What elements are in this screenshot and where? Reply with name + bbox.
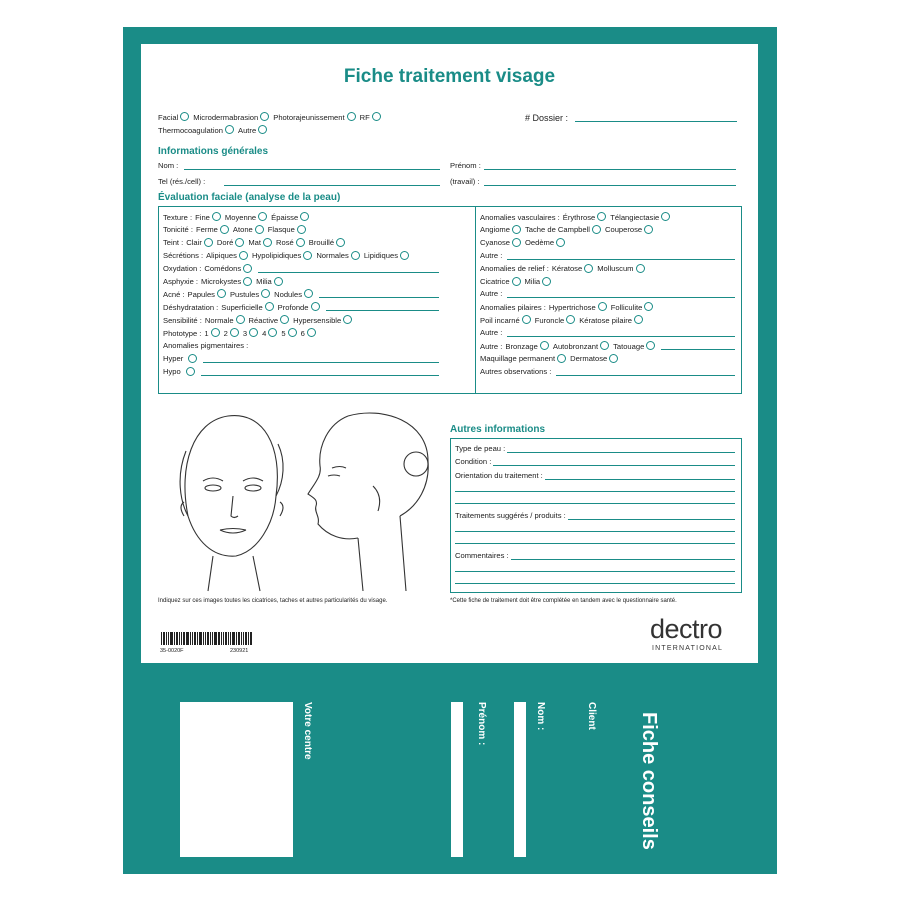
barcode-bar — [221, 632, 222, 645]
autres-write-line[interactable] — [507, 452, 735, 453]
radio-icon[interactable] — [566, 315, 575, 324]
eval-left-option[interactable]: Moyenne — [225, 212, 271, 222]
eval-right-option[interactable]: Cicatrice — [480, 277, 525, 287]
radio-icon[interactable] — [288, 328, 297, 337]
eval-left-option[interactable]: Comédons — [204, 264, 256, 274]
eval-left-row-label: Texture : — [163, 212, 193, 222]
eval-left-option[interactable]: Normale — [205, 315, 249, 325]
eval-right-write-line[interactable] — [556, 375, 735, 376]
radio-icon[interactable] — [343, 315, 352, 324]
eval-right-write-line[interactable] — [507, 336, 735, 337]
prenom-field-flap[interactable] — [451, 702, 463, 857]
fiche-conseils-title: Fiche conseils — [638, 712, 660, 850]
barcode-bar — [181, 632, 182, 645]
barcode-bar — [197, 632, 198, 645]
barcode-bar — [210, 632, 211, 645]
barcode-bar — [176, 632, 178, 645]
eval-right-option[interactable]: Kératose — [552, 264, 597, 274]
barcode-bar — [238, 632, 240, 645]
barcode-bar — [174, 632, 175, 645]
autres-write-line[interactable] — [455, 503, 735, 504]
eval-left-option[interactable]: Papules — [188, 289, 230, 299]
radio-icon[interactable] — [249, 328, 258, 337]
face-caption: Indiquez sur ces images toutes les cicatrices, taches et autres particularités du visage. — [158, 598, 388, 604]
radio-icon[interactable] — [255, 225, 264, 234]
prenom-label: Prénom : — [450, 161, 481, 170]
radio-icon[interactable] — [584, 264, 593, 273]
barcode-bar — [214, 632, 217, 645]
eval-right-row — [480, 315, 647, 325]
eval-left-write-line[interactable] — [326, 310, 439, 311]
eval-right-write-line[interactable] — [507, 259, 735, 260]
eval-left-option[interactable]: Rosé — [276, 238, 309, 248]
eval-left-option[interactable]: 3 — [243, 328, 262, 338]
eval-right-write-line[interactable] — [661, 349, 735, 350]
eval-left-option[interactable]: 5 — [281, 328, 300, 338]
eval-right-row-label: Autre : — [480, 328, 503, 338]
radio-icon[interactable] — [600, 341, 609, 350]
eval-right-row — [480, 264, 649, 274]
eval-left-row-label: Oxydation : — [163, 264, 202, 274]
barcode-bar — [203, 632, 204, 645]
radio-icon[interactable] — [557, 354, 566, 363]
eval-left-option[interactable]: 4 — [262, 328, 281, 338]
radio-icon[interactable] — [268, 328, 277, 337]
eval-right-row-label: Autre : — [480, 250, 503, 260]
nom-label: Nom : — [158, 161, 179, 170]
radio-icon[interactable] — [260, 112, 269, 121]
barcode-bar — [212, 632, 213, 645]
barcode-bar — [190, 632, 191, 645]
eval-right-row — [480, 328, 505, 337]
eval-left-option[interactable] — [186, 354, 201, 364]
eval-left-row-label: Anomalies pigmentaires : — [163, 341, 249, 350]
eval-left-option[interactable]: Clair — [186, 238, 217, 248]
radio-icon[interactable] — [542, 277, 551, 286]
radio-icon[interactable] — [644, 225, 653, 234]
form-title: Fiche traitement visage — [343, 66, 556, 87]
eval-left-option[interactable]: 6 — [301, 328, 320, 338]
evaluation-divider — [475, 206, 476, 394]
eval-right-write-line[interactable] — [507, 297, 735, 298]
nom-field[interactable] — [184, 169, 440, 170]
eval-right-option[interactable]: Molluscum — [597, 264, 648, 274]
autres-field-label: Orientation du traitement : — [455, 471, 543, 480]
eval-left-option[interactable]: Nodules — [274, 289, 317, 299]
eval-left-row-label: Phototype : — [163, 328, 202, 338]
eval-left-option[interactable]: Hypersensible — [293, 315, 356, 325]
dossier-field[interactable] — [575, 121, 737, 122]
eval-right-option[interactable]: Érythrose — [563, 212, 611, 222]
option-autre[interactable]: Autre — [238, 125, 271, 135]
eval-right-option[interactable]: Autobronzant — [553, 341, 613, 351]
autres-write-line[interactable] — [455, 543, 735, 544]
eval-left-row-label: Teint : — [163, 238, 184, 248]
eval-right-option[interactable]: Folliculite — [611, 302, 658, 312]
barcode-bar — [207, 632, 209, 645]
radio-icon[interactable] — [265, 302, 274, 311]
radio-icon[interactable] — [225, 125, 234, 134]
center-stamp-area[interactable] — [180, 702, 293, 857]
eval-left-write-line[interactable] — [203, 362, 439, 363]
eval-right-row — [480, 238, 569, 248]
radio-icon[interactable] — [297, 225, 306, 234]
eval-left-row — [163, 212, 313, 222]
eval-left-row — [163, 238, 349, 248]
eval-left-option[interactable]: Hypolipidiques — [252, 251, 316, 261]
eval-right-row — [480, 289, 505, 298]
radio-icon[interactable] — [634, 315, 643, 324]
eval-right-row-label: Anomalies pilaires : — [480, 302, 546, 312]
barcode-bar — [170, 632, 173, 645]
radio-icon[interactable] — [258, 212, 267, 221]
barcode-bar — [232, 632, 235, 645]
eval-right-option[interactable]: Hypertrichose — [549, 302, 611, 312]
autres-field-label: Type de peau : — [455, 444, 506, 453]
autres-field-label: Commentaires : — [455, 551, 509, 560]
barcode-bar — [230, 632, 231, 645]
eval-right-row-label: Anomalies vasculaires : — [480, 212, 560, 222]
eval-left-row-label: Acné : — [163, 289, 185, 299]
radio-icon[interactable] — [597, 212, 606, 221]
eval-right-option[interactable]: Poil incarné — [480, 315, 535, 325]
side-face-icon — [308, 413, 428, 591]
radio-icon[interactable] — [646, 341, 655, 350]
barcode-bar — [161, 632, 162, 645]
eval-left-row — [163, 302, 324, 312]
option-thermocoagulation[interactable]: Thermocoagulation — [158, 125, 238, 135]
radio-icon[interactable] — [230, 328, 239, 337]
eval-left-row — [163, 354, 201, 364]
radio-icon[interactable] — [296, 238, 305, 247]
barcode-bar — [186, 632, 189, 645]
radio-icon[interactable] — [211, 328, 220, 337]
radio-icon[interactable] — [644, 302, 653, 311]
radio-icon[interactable] — [636, 264, 645, 273]
eval-left-option[interactable]: Brouillé — [309, 238, 349, 248]
eval-left-option[interactable]: Doré — [217, 238, 248, 248]
eval-left-option[interactable]: Ferme — [196, 225, 233, 235]
radio-icon[interactable] — [522, 315, 531, 324]
general-heading: Informations générales — [158, 146, 269, 157]
eval-left-row — [163, 328, 320, 338]
eval-right-row — [480, 225, 657, 235]
eval-right-row — [480, 354, 622, 364]
eval-right-row — [480, 341, 659, 351]
radio-icon[interactable] — [261, 289, 270, 298]
eval-right-row — [480, 277, 555, 287]
eval-right-option[interactable]: Angiome — [480, 225, 525, 235]
eval-left-row — [163, 277, 287, 287]
eval-right-option[interactable]: Furoncle — [535, 315, 580, 325]
treatment-row-1 — [158, 112, 385, 122]
eval-right-option[interactable]: Milia — [525, 277, 556, 287]
eval-left-option[interactable]: 1 — [204, 328, 223, 338]
eval-left-option[interactable]: Épaisse — [271, 212, 313, 222]
brand-logo: dectro — [650, 614, 723, 644]
barcode-bar — [236, 632, 237, 645]
eval-left-option[interactable]: Profonde — [278, 302, 324, 312]
eval-left-option[interactable]: Flasque — [268, 225, 310, 235]
tel-field[interactable] — [224, 185, 440, 186]
eval-left-row-label: Hyper — [163, 354, 184, 364]
barcode-bar — [245, 632, 247, 645]
option-rf[interactable]: RF — [360, 112, 385, 122]
eval-left-row-label: Asphyxie : — [163, 277, 199, 286]
radio-icon[interactable] — [204, 238, 213, 247]
eval-right-row-label: Autre : — [480, 289, 503, 299]
eval-right-option[interactable]: Cyanose — [480, 238, 525, 248]
eval-right-row — [480, 367, 554, 376]
radio-icon[interactable] — [311, 302, 320, 311]
barcode-date: 230921 — [230, 648, 249, 654]
eval-left-option[interactable]: Mat — [248, 238, 276, 248]
eval-left-row — [163, 251, 413, 261]
radio-icon[interactable] — [280, 315, 289, 324]
radio-icon[interactable] — [609, 354, 618, 363]
radio-icon[interactable] — [303, 251, 312, 260]
eval-left-row — [163, 225, 310, 235]
barcode-bar — [194, 632, 196, 645]
eval-left-row-label: Sécrétions : — [163, 251, 204, 261]
eval-left-option[interactable]: Fine — [195, 212, 225, 222]
eval-left-row — [163, 341, 251, 350]
radio-icon[interactable] — [598, 302, 607, 311]
flap-client-label: Client — [586, 702, 597, 730]
barcode-bar — [205, 632, 206, 645]
eval-left-write-line[interactable] — [258, 272, 439, 273]
eval-left-option[interactable]: Réactive — [249, 315, 294, 325]
barcode-bar — [183, 632, 185, 645]
eval-right-option[interactable]: Maquillage permanent — [480, 354, 570, 364]
radio-icon[interactable] — [512, 225, 521, 234]
radio-icon[interactable] — [239, 251, 248, 260]
travail-field[interactable] — [484, 185, 736, 186]
eval-right-row-label: Autre : — [480, 341, 503, 351]
eval-right-option[interactable]: Couperose — [605, 225, 657, 235]
evaluation-heading: Évaluation faciale (analyse de la peau) — [158, 192, 341, 203]
radio-icon[interactable] — [258, 125, 267, 134]
barcode-bar — [225, 632, 227, 645]
autres-write-line[interactable] — [568, 519, 735, 520]
autres-heading: Autres informations — [450, 424, 546, 435]
radio-icon[interactable] — [243, 277, 252, 286]
eval-left-row — [163, 367, 199, 377]
flap-nom-label: Nom : — [535, 702, 546, 731]
radio-icon[interactable] — [180, 112, 189, 121]
flap-prenom-label: Prénom : — [476, 702, 487, 746]
eval-left-option[interactable]: Normales — [316, 251, 364, 261]
radio-icon[interactable] — [512, 238, 521, 247]
eval-right-row-label: Anomalies de relief : — [480, 264, 549, 274]
eval-left-option[interactable]: Milia — [256, 277, 287, 287]
eval-left-row-label: Hypo — [163, 367, 181, 377]
eval-right-option[interactable]: Tache de Campbell — [525, 225, 605, 235]
eval-left-option[interactable]: Alipiques — [206, 251, 252, 261]
option-photorajeunissement[interactable]: Photorajeunissement — [273, 112, 359, 122]
radio-icon[interactable] — [300, 212, 309, 221]
barcode-bar — [179, 632, 180, 645]
eval-left-row — [163, 264, 256, 274]
barcode-code: 35-0020F — [160, 648, 184, 654]
barcode-bar — [241, 632, 242, 645]
prenom-field[interactable] — [484, 169, 736, 170]
autres-field-label: Condition : — [455, 457, 492, 466]
front-face-icon — [180, 416, 283, 591]
eval-left-option[interactable]: 2 — [224, 328, 243, 338]
radio-icon[interactable] — [400, 251, 409, 260]
radio-icon[interactable] — [351, 251, 360, 260]
barcode-bar — [243, 632, 244, 645]
eval-left-row-label: Sensibilité : — [163, 315, 202, 325]
barcode-bar — [192, 632, 193, 645]
eval-left-row-label: Tonicité : — [163, 225, 193, 235]
travail-label: (travail) : — [450, 177, 480, 186]
eval-right-option[interactable]: Bronzage — [505, 341, 553, 351]
radio-icon[interactable] — [372, 112, 381, 121]
radio-icon[interactable] — [512, 277, 521, 286]
radio-icon[interactable] — [212, 212, 221, 221]
radio-icon[interactable] — [217, 289, 226, 298]
autres-write-line[interactable] — [455, 571, 735, 572]
radio-icon[interactable] — [236, 315, 245, 324]
radio-icon[interactable] — [592, 225, 601, 234]
votre-centre-label: Votre centre — [302, 702, 313, 760]
barcode-bar — [218, 632, 220, 645]
note-text: *Cette fiche de traitement doit être complétée en tandem avec le questionnaire santé. — [450, 598, 677, 604]
eval-left-row — [163, 315, 356, 325]
radio-icon[interactable] — [307, 328, 316, 337]
eval-right-row — [480, 251, 505, 260]
tel-label: Tel (rés./cell) : — [158, 177, 206, 186]
eval-left-write-line[interactable] — [319, 297, 439, 298]
barcode-bar — [228, 632, 229, 645]
treatment-sheet — [141, 44, 758, 663]
radio-icon[interactable] — [540, 341, 549, 350]
autres-write-line[interactable] — [455, 583, 735, 584]
eval-left-option[interactable]: Microkystes — [201, 277, 256, 287]
radio-icon[interactable] — [243, 264, 252, 273]
radio-icon[interactable] — [186, 367, 195, 376]
barcode-bar — [250, 632, 252, 645]
radio-icon[interactable] — [188, 354, 197, 363]
eval-left-option[interactable]: Pustules — [230, 289, 274, 299]
eval-right-option[interactable]: Télangiectasie — [610, 212, 674, 222]
radio-icon[interactable] — [347, 112, 356, 121]
eval-left-option[interactable]: Superficielle — [221, 302, 277, 312]
eval-right-option[interactable]: Oedème — [525, 238, 569, 248]
eval-left-write-line[interactable] — [201, 375, 439, 376]
dossier-label: # Dossier : — [525, 113, 569, 123]
radio-icon[interactable] — [235, 238, 244, 247]
nom-field-flap[interactable] — [514, 702, 526, 857]
eval-right-row — [480, 212, 674, 222]
eval-left-option[interactable]: Lipidiques — [364, 251, 413, 261]
radio-icon[interactable] — [220, 225, 229, 234]
radio-icon[interactable] — [274, 277, 283, 286]
brand-sub: INTERNATIONAL — [652, 645, 724, 652]
eval-left-option[interactable]: Atone — [233, 225, 268, 235]
face-diagrams[interactable] — [158, 406, 438, 596]
barcode-bar — [166, 632, 167, 645]
radio-icon[interactable] — [304, 289, 313, 298]
autres-write-line[interactable] — [455, 531, 735, 532]
barcode-bar — [248, 632, 249, 645]
radio-icon[interactable] — [556, 238, 565, 247]
radio-icon[interactable] — [263, 238, 272, 247]
option-microdermabrasion[interactable]: Microdermabrasion — [193, 112, 273, 122]
autres-write-line[interactable] — [455, 491, 735, 492]
barcode-bar — [223, 632, 224, 645]
eval-right-row — [480, 302, 657, 312]
barcode-bar — [199, 632, 202, 645]
radio-icon[interactable] — [336, 238, 345, 247]
barcode-bar — [163, 632, 165, 645]
autres-write-line[interactable] — [545, 479, 735, 480]
eval-left-option[interactable] — [184, 367, 199, 377]
radio-icon[interactable] — [661, 212, 670, 221]
option-facial[interactable]: Facial — [158, 112, 193, 122]
treatment-row-2 — [158, 125, 271, 135]
eval-left-row — [163, 289, 317, 299]
autres-field-label: Traitements suggérés / produits : — [455, 511, 566, 520]
autres-write-line[interactable] — [511, 559, 735, 560]
eval-right-option[interactable]: Tatouage — [613, 341, 659, 351]
autres-write-line[interactable] — [493, 465, 735, 466]
eval-right-option[interactable]: Kératose pilaire — [579, 315, 647, 325]
barcode-bar — [168, 632, 169, 645]
eval-right-option[interactable]: Dermatose — [570, 354, 622, 364]
eval-right-row-label: Autres observations : — [480, 366, 552, 376]
eval-left-row-label: Déshydratation : — [163, 302, 219, 312]
